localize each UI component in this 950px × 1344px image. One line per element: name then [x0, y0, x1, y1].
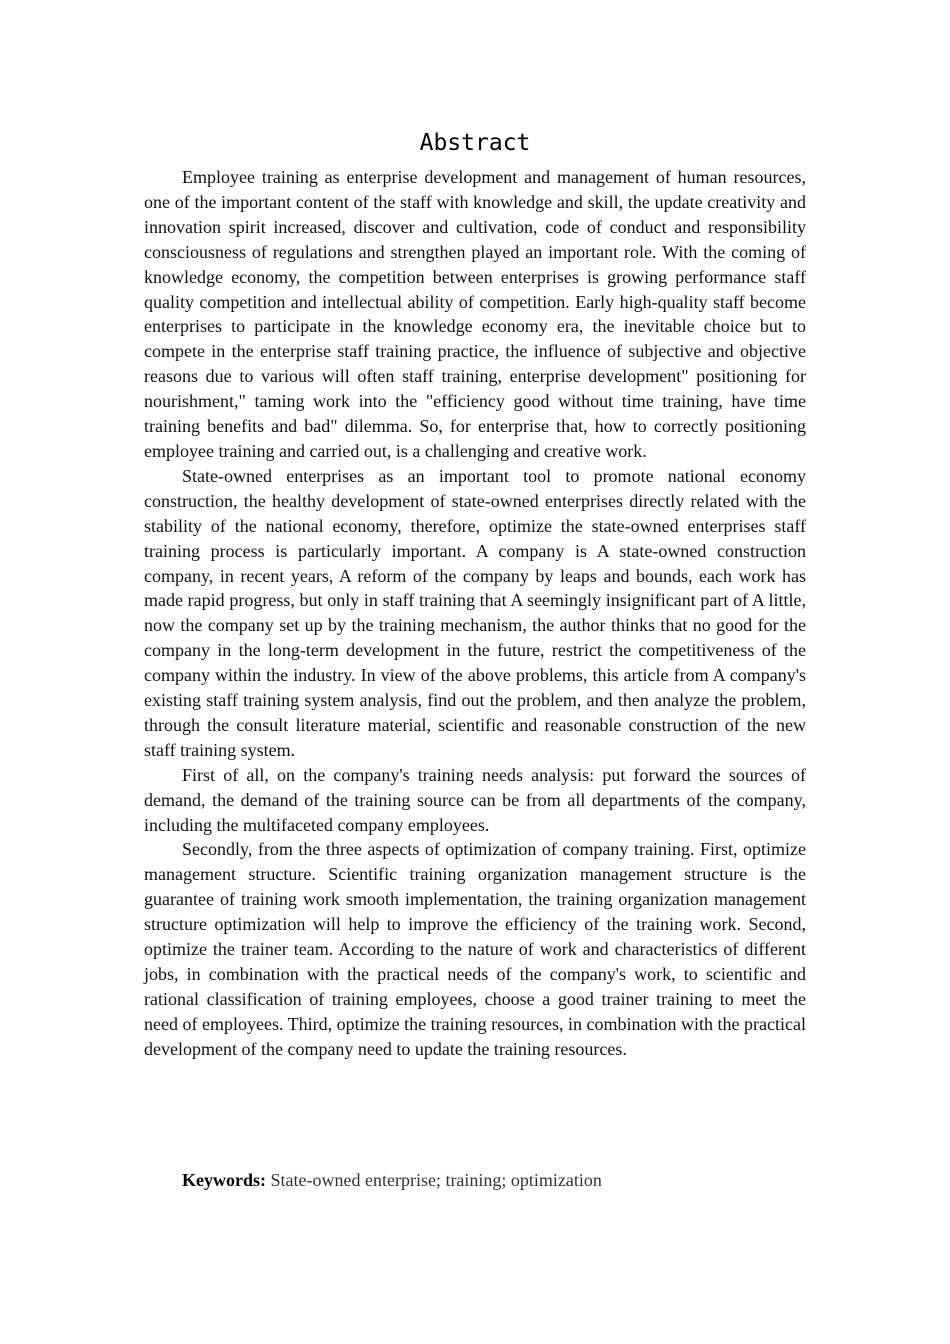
keywords-value: State-owned enterprise; training; optimization: [270, 1170, 602, 1190]
abstract-body: [144, 165, 806, 1062]
abstract-paragraph-1: Employee training as enterprise development and management of human resources, one of the important content of the staff with knowledge and skill, the update creativity and innovation spirit increased, discover and cultivation, code of conduct and responsibility consciousness of regulations and strengthen played an important role. With the coming of knowledge economy, the competition between enterprises is growing performance staff quality competition and intellectual ability of competition. Early high-quality staff become enterprises to participate in the knowledge economy era, the inevitable choice but to compete in the enterprise staff training practice, the influence of subjective and objective reasons due to various will often staff training, enterprise development" positioning for nourishment," taming work into the "efficiency good without time training, have time training benefits and bad" dilemma. So, for enterprise that, how to correctly positioning employee training and carried out, is a challenging and creative work.: [144, 167, 806, 461]
abstract-paragraph-3: First of all, on the company's training needs analysis: put forward the sources of demand, the demand of the training source can be from all departments of the company, including the multifaceted company employees.: [144, 764, 806, 835]
abstract-title: Abstract: [419, 130, 531, 156]
abstract-paragraph-2: State-owned enterprises as an important tool to promote national economy construction, the healthy development of state-owned enterprises directly related with the stability of the national economy, therefore, optimize the state-owned enterprises staff training process is particularly important. A company is A state-owned construction company, in recent years, A reform of the company by leaps and bounds, each work has made rapid progress, but only in staff training that A seemingly insignificant part of A little, now the company set up by the training mechanism, the author thinks that no good for the company in the long-term development in the future, restrict the competitiveness of the company within the industry. In view of the above problems, this article from A company's existing staff training system analysis, find out the problem, and then analyze the problem, through the consult literature material, scientific and reasonable construction of the new staff training system.: [144, 465, 806, 760]
keywords-label: Keywords:: [182, 1170, 266, 1190]
abstract-paragraph-4: Secondly, from the three aspects of optimization of company training. First, optimize management structure. Scientific training organization management structure is the guarantee of training work smooth implementation, the training organization management structure optimization will help to improve the efficiency of the training work. Second, optimize the trainer team. According to the nature of work and characteristics of different jobs, in combination with the practical needs of the company's work, to scientific and rational classification of training employees, choose a good trainer training to meet the need of employees. Third, optimize the training resources, in combination with the practical development of the company need to update the training resources.: [144, 839, 806, 1059]
keywords-line: [182, 1168, 602, 1193]
